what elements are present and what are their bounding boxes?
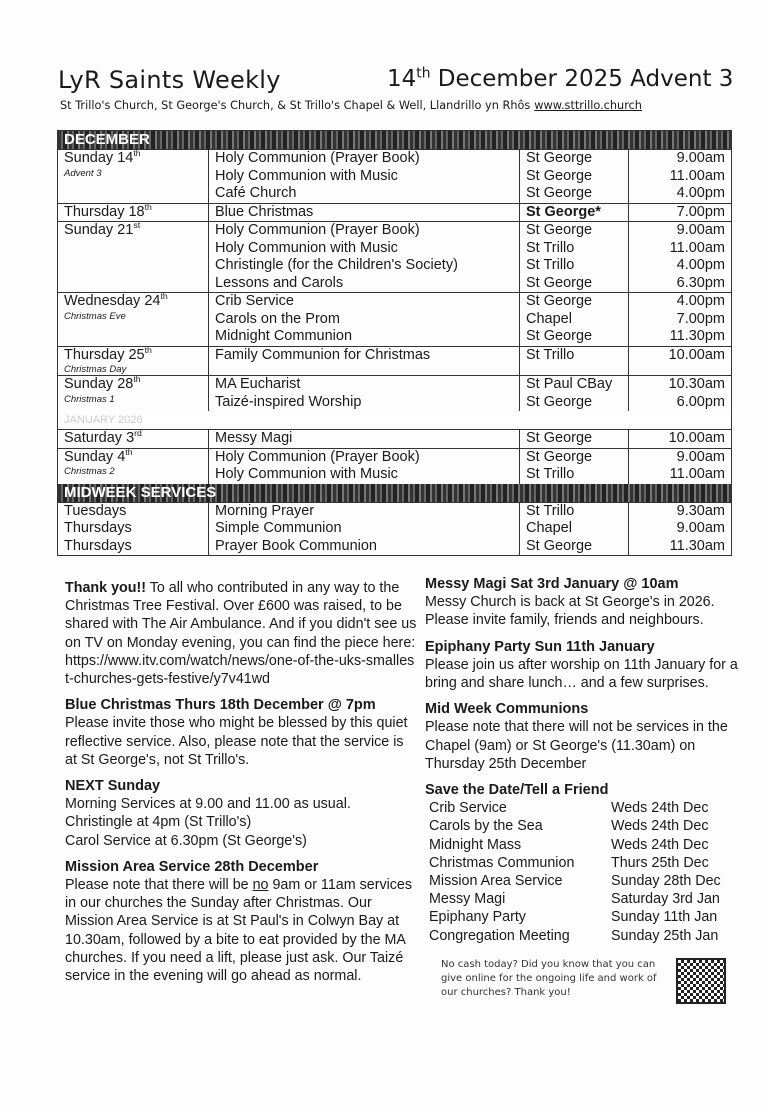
website-link[interactable]: www.sttrillo.church bbox=[534, 99, 642, 112]
midweek-day: Thursdays bbox=[64, 520, 132, 536]
place-name: St Trillo bbox=[526, 239, 575, 256]
day-label: Saturday 3 bbox=[64, 430, 135, 446]
day-label: Sunday 4 bbox=[64, 448, 126, 465]
service-name: Family Communion for Christmas bbox=[215, 346, 431, 363]
day-cell bbox=[58, 201, 209, 222]
place-name: St Trillo bbox=[526, 466, 575, 482]
place-name: St George bbox=[526, 393, 593, 410]
midweek-day: Tuesdays bbox=[64, 502, 127, 519]
place-name: St George bbox=[526, 328, 593, 344]
place-name: St George bbox=[526, 150, 593, 166]
next-sunday-heading: NEXT Sunday bbox=[65, 778, 161, 795]
times-cell bbox=[629, 376, 731, 411]
day-note: Christmas Eve bbox=[64, 310, 126, 322]
day-sup: th bbox=[160, 291, 168, 302]
churches-list: St Trillo's Church, St George's Church, & St Trillo's Chapel & Well, Llandrillo yn Rhôs bbox=[60, 99, 531, 112]
services-cell bbox=[209, 347, 520, 376]
day-sup: th bbox=[144, 344, 152, 355]
day-cell bbox=[58, 293, 209, 346]
places-cell bbox=[520, 293, 629, 346]
day-note: Christmas Day bbox=[64, 364, 127, 375]
event-name: Carols by the Sea bbox=[429, 818, 543, 835]
event-name: Congregation Meeting bbox=[429, 927, 570, 944]
service-name: Midnight Communion bbox=[215, 328, 353, 344]
times-cell bbox=[629, 150, 731, 203]
midweek-header: MIDWEEK SERVICES bbox=[58, 484, 731, 503]
service-time: 6.00pm bbox=[676, 393, 725, 410]
table-row bbox=[58, 293, 731, 347]
thanks-section bbox=[65, 579, 417, 688]
services-cell bbox=[209, 204, 520, 222]
service-name: Crib Service bbox=[215, 293, 294, 309]
messy-magi-text: Messy Church is back at St George's in 2026. Please invite family, friends and neighbours. bbox=[425, 594, 715, 629]
service-time: 11.00am bbox=[669, 466, 725, 482]
day-cell bbox=[58, 150, 209, 203]
place-name: St George bbox=[526, 448, 593, 465]
places-cell bbox=[520, 150, 629, 203]
table-row bbox=[58, 201, 731, 223]
day-sup: th bbox=[125, 446, 133, 457]
midweek-days bbox=[58, 503, 209, 556]
midweek-row bbox=[58, 503, 731, 556]
midweek-place: Chapel bbox=[526, 520, 572, 536]
service-time: 10.30am bbox=[668, 376, 725, 392]
service-time: 11.00am bbox=[669, 239, 725, 256]
midweek-day: Thursdays bbox=[64, 537, 132, 554]
event-name: Midnight Mass bbox=[429, 836, 522, 853]
service-time: 9.00am bbox=[676, 222, 725, 238]
event-date: Saturday 3rd Jan bbox=[611, 891, 720, 908]
december-header: DECEMBER bbox=[58, 131, 731, 150]
services-cell bbox=[209, 449, 520, 484]
services-cell bbox=[209, 293, 520, 346]
service-time: 7.00pm bbox=[676, 310, 725, 327]
table-row bbox=[58, 150, 731, 204]
times-cell bbox=[629, 204, 731, 222]
day-sup: rd bbox=[134, 428, 142, 439]
blue-christmas-heading: Blue Christmas Thurs 18th December @ 7pm bbox=[65, 697, 376, 714]
event-name: Epiphany Party bbox=[429, 909, 526, 926]
midweek-times bbox=[629, 503, 731, 556]
qr-code-icon[interactable] bbox=[676, 958, 726, 1004]
midweek-time: 11.30am bbox=[669, 537, 725, 554]
place-name: St Trillo bbox=[526, 257, 575, 273]
place-name: St George bbox=[526, 222, 593, 238]
day-note: Advent 3 bbox=[64, 167, 102, 179]
times-cell bbox=[629, 222, 731, 292]
services-cell bbox=[209, 430, 520, 448]
day-sup: th bbox=[133, 148, 141, 159]
places-cell bbox=[520, 449, 629, 484]
place-name: Chapel bbox=[526, 310, 572, 327]
midweek-place: St George bbox=[526, 537, 593, 554]
day-label: Sunday 21 bbox=[64, 222, 134, 238]
times-cell bbox=[629, 347, 731, 376]
service-name: Holy Communion (Prayer Book) bbox=[215, 222, 420, 238]
service-name: Café Church bbox=[215, 185, 297, 201]
midweek-time: 9.30am bbox=[676, 502, 725, 519]
midweek-service: Simple Communion bbox=[215, 520, 342, 536]
service-name: Holy Communion (Prayer Book) bbox=[215, 150, 420, 166]
service-time: 4.00pm bbox=[676, 185, 725, 201]
places-cell bbox=[520, 376, 629, 411]
table-row bbox=[58, 446, 731, 484]
date-rest: December 2025 Advent 3 bbox=[437, 66, 734, 92]
day-note: Christmas 1 bbox=[64, 393, 115, 405]
table-row bbox=[58, 344, 731, 377]
midweek-place: St Trillo bbox=[526, 502, 575, 519]
event-name: Messy Magi bbox=[429, 891, 506, 908]
midweek-service: Morning Prayer bbox=[215, 502, 315, 519]
day-cell bbox=[58, 446, 209, 484]
itv-link[interactable]: https://www.itv.com/watch/news/one-of-the-uks-smallest-churches-gets-festive/y7v41wd bbox=[65, 652, 415, 688]
event-date: Weds 24th Dec bbox=[611, 836, 709, 853]
place-name: St George bbox=[526, 293, 593, 309]
service-name: Carols on the Prom bbox=[215, 310, 340, 327]
day-sup: st bbox=[133, 220, 141, 231]
service-name: Holy Communion (Prayer Book) bbox=[215, 448, 420, 465]
day-cell bbox=[58, 376, 209, 411]
day-cell bbox=[58, 222, 209, 292]
place-name: St Paul CBay bbox=[526, 376, 613, 392]
service-time: 6.30pm bbox=[676, 274, 725, 291]
next-line: Christingle at 4pm (St Trillo's) bbox=[65, 814, 252, 831]
december-rows bbox=[58, 150, 731, 411]
event-date: Sunday 28th Dec bbox=[611, 873, 721, 890]
blue-christmas-text: Please invite those who might be blessed by this quiet reflective service. Also, please note that the service is at St George's, not St Trillo's. bbox=[65, 715, 408, 768]
place-name: St George* bbox=[526, 203, 601, 220]
day-label: Wednesday 24 bbox=[64, 293, 161, 309]
day-sup: th bbox=[144, 201, 152, 212]
day-note: Christmas 2 bbox=[64, 466, 115, 477]
service-time: 4.00pm bbox=[676, 293, 725, 309]
times-cell bbox=[629, 293, 731, 346]
services-table bbox=[57, 130, 732, 556]
table-row bbox=[58, 430, 731, 449]
mission-no: no bbox=[252, 877, 269, 894]
event-name: Christmas Communion bbox=[429, 854, 575, 871]
left-column bbox=[65, 579, 417, 993]
date-sup: th bbox=[416, 65, 431, 82]
midweek-communions-text: Please note that there will not be services in the Chapel (9am) or St George's (11.30am) on Thursday 25th December bbox=[425, 719, 728, 772]
places-cell bbox=[520, 204, 629, 222]
places-cell bbox=[520, 347, 629, 376]
next-line: Carol Service at 6.30pm (St George's) bbox=[65, 832, 307, 849]
mission-body: 9am or 11am services in our churches the Sunday after Christmas. Our Mission Area Service is at St Paul's in Colwyn Bay at 10.30am, followed by a bite to eat provided by the MA churches. If you need a lift, please just ask. Our Taizé service in the evening will go ahead as normal. bbox=[65, 877, 413, 985]
epiphany-heading: Epiphany Party Sun 11th January bbox=[425, 638, 655, 655]
midweek-time: 9.00am bbox=[676, 520, 725, 536]
day-label: Thursday 25 bbox=[64, 346, 145, 363]
newsletter-date bbox=[387, 66, 733, 92]
event-date: Sunday 25th Jan bbox=[611, 927, 719, 944]
event-date: Thurs 25th Dec bbox=[611, 854, 709, 871]
midweek-communions-heading: Mid Week Communions bbox=[425, 701, 589, 718]
service-name: Messy Magi bbox=[215, 430, 293, 446]
day-sup: th bbox=[133, 374, 141, 385]
service-name: Holy Communion with Music bbox=[215, 239, 398, 256]
service-name: MA Eucharist bbox=[215, 376, 301, 392]
day-label: Sunday 28 bbox=[64, 376, 134, 392]
place-name: St George bbox=[526, 185, 593, 201]
table-row bbox=[58, 222, 731, 293]
places-cell bbox=[520, 430, 629, 448]
next-line: Morning Services at 9.00 and 11.00 as usual. bbox=[65, 796, 351, 813]
service-name: Christingle (for the Children's Society) bbox=[215, 257, 458, 273]
messy-magi-heading: Messy Magi Sat 3rd January @ 10am bbox=[425, 576, 679, 592]
january-header: JANUARY 2026 bbox=[58, 411, 731, 430]
table-row bbox=[58, 376, 731, 411]
epiphany-text: Please join us after worship on 11th January for a bring and share lunch… and a few surprises. bbox=[425, 656, 738, 692]
day-label: Sunday 14 bbox=[64, 150, 134, 166]
place-name: St Trillo bbox=[526, 346, 575, 363]
january-rows bbox=[58, 430, 731, 484]
thanks-text: To all who contributed in any way to the Christmas Tree Festival. Over £600 was raised, to be shared with The Air Ambulance. And if you didn't see us on TV on Monday evening, you can find the piece here: bbox=[65, 580, 417, 651]
day-cell bbox=[58, 430, 209, 448]
save-the-date-heading: Save the Date/Tell a Friend bbox=[425, 782, 609, 799]
service-name: Holy Communion with Music bbox=[215, 466, 398, 482]
next-sunday-text bbox=[65, 795, 417, 850]
services-cell bbox=[209, 222, 520, 292]
event-date: Weds 24th Dec bbox=[611, 800, 709, 817]
service-time: 7.00pm bbox=[676, 203, 725, 220]
times-cell bbox=[629, 430, 731, 448]
day-label: Thursday 18 bbox=[64, 203, 145, 220]
online-giving-text: No cash today? Did you know that you can give online for the ongoing life and work of our churches? Thank you! bbox=[441, 959, 657, 998]
service-time: 4.00pm bbox=[676, 257, 725, 273]
save-the-date-list bbox=[429, 799, 740, 945]
service-time: 11.30pm bbox=[669, 328, 725, 344]
newsletter-title: LyR Saints Weekly bbox=[58, 66, 281, 94]
thanks-heading: Thank you!! bbox=[65, 580, 147, 596]
service-name: Blue Christmas bbox=[215, 203, 314, 220]
places-cell bbox=[520, 222, 629, 292]
event-name: Crib Service bbox=[429, 800, 507, 817]
times-cell bbox=[629, 449, 731, 484]
service-time: 11.00am bbox=[669, 167, 725, 184]
place-name: St George bbox=[526, 274, 593, 291]
service-time: 10.00am bbox=[668, 430, 725, 446]
service-time: 9.00am bbox=[676, 150, 725, 166]
service-name: Lessons and Carols bbox=[215, 274, 344, 291]
midweek-places bbox=[520, 503, 629, 556]
services-cell bbox=[209, 376, 520, 411]
date-day: 14 bbox=[387, 66, 417, 92]
service-time: 10.00am bbox=[668, 346, 725, 363]
day-cell bbox=[58, 344, 209, 376]
right-column bbox=[425, 575, 740, 945]
services-cell bbox=[209, 150, 520, 203]
subtitle bbox=[60, 99, 642, 112]
mission-pre: Please note that there will be bbox=[65, 877, 253, 894]
place-name: St George bbox=[526, 430, 593, 446]
midweek-service: Prayer Book Communion bbox=[215, 537, 377, 554]
event-name: Mission Area Service bbox=[429, 873, 563, 890]
mission-text bbox=[65, 876, 417, 985]
service-name: Holy Communion with Music bbox=[215, 167, 398, 184]
midweek-services bbox=[209, 503, 520, 556]
event-date: Sunday 11th Jan bbox=[611, 909, 718, 926]
mission-heading: Mission Area Service 28th December bbox=[65, 858, 319, 875]
event-date: Weds 24th Dec bbox=[611, 818, 709, 835]
service-name: Taizé-inspired Worship bbox=[215, 393, 362, 410]
service-time: 9.00am bbox=[676, 448, 725, 465]
place-name: St George bbox=[526, 167, 593, 184]
